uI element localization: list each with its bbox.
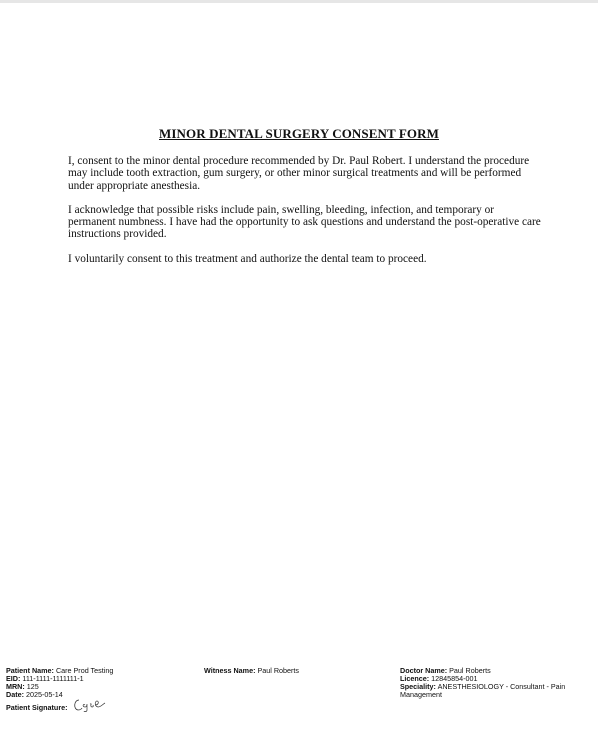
patient-mrn-value: 125 xyxy=(26,682,39,691)
page-top-border xyxy=(0,0,598,3)
witness-name-row xyxy=(204,667,384,675)
patient-signature-label: Patient Signature: xyxy=(6,703,68,712)
document-title: MINOR DENTAL SURGERY CONSENT FORM xyxy=(159,126,439,141)
patient-date-label: Date: xyxy=(6,690,24,699)
doctor-info xyxy=(400,667,590,699)
patient-eid-label: EID: xyxy=(6,674,21,683)
consent-paragraph-2: I acknowledge that possible risks include pain, swelling, bleeding, infection, and temporary or permanent numbness. I have had the opportunity to ask questions and understand the post-operative care instructions provided. xyxy=(68,203,541,241)
patient-signature-row xyxy=(6,699,196,713)
doctor-speciality-row xyxy=(400,683,590,699)
doctor-speciality-label: Speciality: xyxy=(400,682,436,691)
doctor-speciality-value: ANESTHESIOLOGY - Consultant - Pain Management xyxy=(400,682,566,699)
witness-name-value: Paul Roberts xyxy=(257,666,300,675)
consent-paragraph-3: I voluntarily consent to this treatment and authorize the dental team to proceed. xyxy=(68,252,427,265)
patient-mrn-label: MRN: xyxy=(6,682,25,691)
consent-paragraph-1: I, consent to the minor dental procedure recommended by Dr. Paul Robert. I understand the procedure may include tooth extraction, gum surgery, or other minor surgical treatments and will be performed under appropriate anesthesia. xyxy=(68,155,530,192)
doctor-licence-label: Licence: xyxy=(400,674,430,683)
doctor-licence-value: 12845854-001 xyxy=(431,674,478,683)
witness-info xyxy=(204,667,384,675)
patient-eid-value: 111-1111-1111111-1 xyxy=(22,674,84,683)
patient-date-value: 2025-05-14 xyxy=(25,690,63,699)
patient-info xyxy=(6,667,196,713)
patient-signature-image xyxy=(72,697,108,713)
patient-name-value: Care Prod Testing xyxy=(55,666,114,675)
doctor-name-label: Doctor Name: xyxy=(400,666,448,675)
patient-name-label: Patient Name: xyxy=(6,666,54,675)
witness-name-label: Witness Name: xyxy=(204,666,256,675)
doctor-name-value: Paul Roberts xyxy=(449,666,491,675)
consent-body xyxy=(68,155,543,277)
